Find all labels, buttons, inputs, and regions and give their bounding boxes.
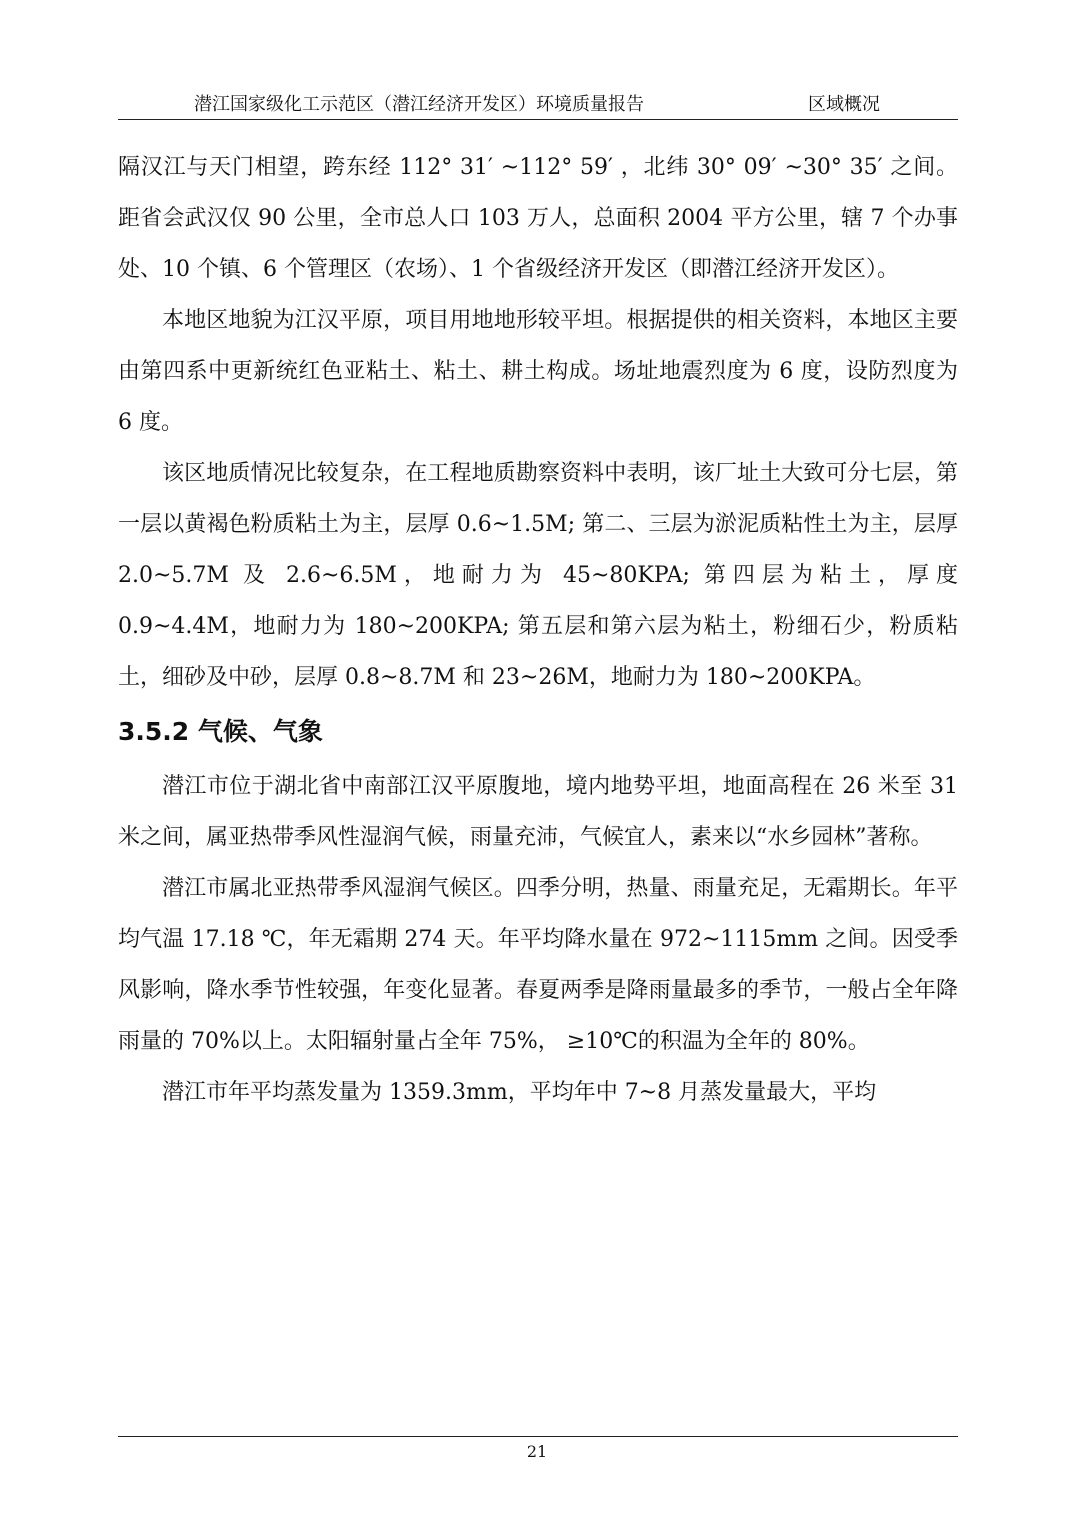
section-heading: 3.5.2 气候、气象 — [118, 717, 323, 746]
page-number: 21 — [526, 1442, 548, 1461]
page-header — [118, 90, 958, 120]
paragraph-climate-details: 潜江市属北亚热带季风湿润气候区。四季分明，热量、雨量充足，无霜期长。年平均气温 17.18 ℃，年无霜期 274 天。年平均降水量在 972~1115mm 之间。因受季风影响，降水季节性较强，年变化显著。春夏两季是降雨量最多的季节，一般占全年降雨量的 70%以上。太阳辐射量占全年 75%， ≥10℃的积温为全年的 80%。 — [118, 876, 958, 1054]
page-body — [118, 142, 958, 1118]
header-divider — [118, 119, 958, 120]
paragraph-climate-overview: 潜江市位于湖北省中南部江汉平原腹地，境内地势平坦，地面高程在 26 米至 31 米之间，属亚热带季风性湿润气候，雨量充沛，气候宜人，素来以“水乡园林”著称。 — [118, 774, 958, 850]
paragraph-evaporation: 潜江市年平均蒸发量为 1359.3mm，平均年中 7~8 月蒸发量最大，平均 — [162, 1080, 877, 1105]
paragraph-geology: 该区地质情况比较复杂，在工程地质勘察资料中表明，该厂址土大致可分七层，第一层以黄褐色粉质粘土为主，层厚 0.6~1.5M; 第二、三层为淤泥质粘性土为主，层厚 2.0~5.7M 及 2.6~6.5M，地耐力为 45~80KPA; 第四层为粘土，厚度 0.9~4.4M，地耐力为 180~200KPA; 第五层和第六层为粘土，粉细石少，粉质粘土，细砂及中砂，层厚 0.8~8.7M 和 23~26M，地耐力为 180~200KPA。 — [118, 461, 958, 690]
paragraph-location: 隔汉江与天门相望，跨东经 112° 31′ ~112° 59′ ，北纬 30° 09′ ~30° 35′ 之间。距省会武汉仅 90 公里，全市总人口 103 万人，总面积 2004 平方公里，辖 7 个办事处、10 个镇、6 个管理区（农场）、1 个省级经济开发区（即潜江经济开发区）。 — [118, 155, 958, 282]
header-section: 区域概况 — [808, 94, 880, 115]
header-title: 潜江国家级化工示范区（潜江经济开发区）环境质量报告 — [194, 94, 644, 115]
paragraph-landform: 本地区地貌为江汉平原，项目用地地形较平坦。根据提供的相关资料，本地区主要由第四系中更新统红色亚粘土、粘土、耕土构成。场址地震烈度为 6 度，设防烈度为 6 度。 — [118, 308, 958, 435]
footer-divider — [118, 1436, 958, 1437]
